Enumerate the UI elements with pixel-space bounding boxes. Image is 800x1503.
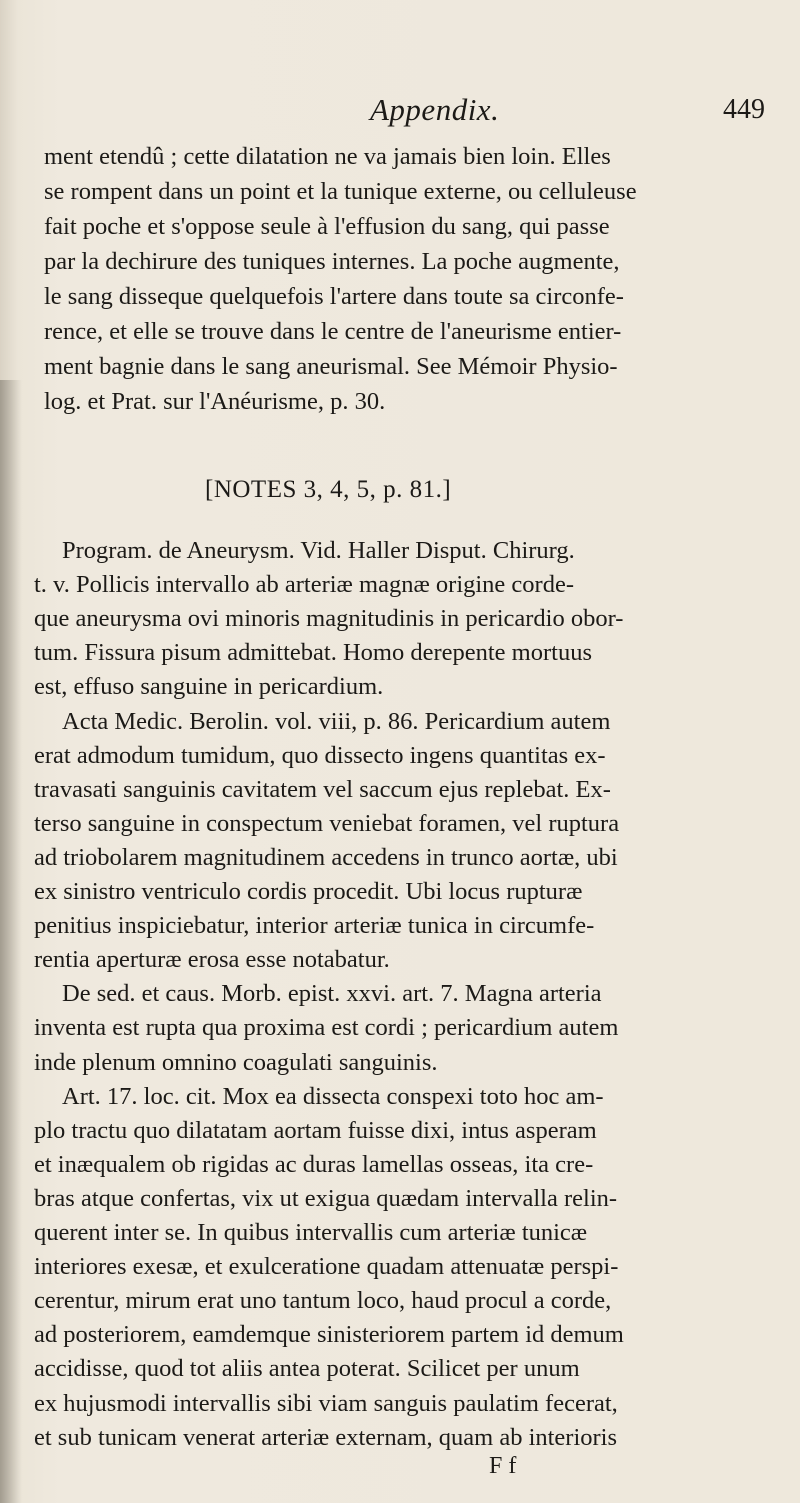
text-line: est, effuso sanguine in pericardium. xyxy=(34,673,384,701)
text-line: log. et Prat. sur l'Anéurisme, p. 30. xyxy=(44,388,386,415)
text-line: travasati sanguinis cavitatem vel saccum ejus replebat. Ex- xyxy=(34,775,611,803)
text-line: fait poche et s'oppose seule à l'effusion du sang, qui passe xyxy=(44,213,610,240)
binding-shadow xyxy=(0,380,22,1503)
text-line: Acta Medic. Berolin. vol. viii, p. 86. Pericardium autem xyxy=(62,707,611,735)
text-line: De sed. et caus. Morb. epist. xxvi. art. 7. Magna arteria xyxy=(62,980,602,1008)
text-line: bras atque confertas, vix ut exigua quædam intervalla relin- xyxy=(34,1184,618,1212)
text-line: cerentur, mirum erat uno tantum loco, haud procul a corde, xyxy=(34,1287,612,1315)
text-line: ex sinistro ventriculo cordis procedit. Ubi locus rupturæ xyxy=(34,878,583,905)
text-line: se rompent dans un point et la tunique externe, ou celluleuse xyxy=(44,178,637,205)
text-line: ad posteriorem, eamdemque sinisteriorem partem id demum xyxy=(34,1321,624,1349)
running-head xyxy=(0,92,800,136)
signature-mark: F f xyxy=(489,1452,517,1479)
text-line: ex hujusmodi intervallis sibi viam sanguis paulatim fecerat, xyxy=(34,1389,618,1417)
text-line: erat admodum tumidum, quo dissecto ingens quantitas ex- xyxy=(34,741,606,769)
text-line: inventa est rupta qua proxima est cordi ; pericardium autem xyxy=(34,1014,619,1042)
text-line: rence, et elle se trouve dans le centre de l'aneurisme entier- xyxy=(44,318,622,345)
text-line: plo tractu quo dilatatam aortam fuisse dixi, intus asperam xyxy=(34,1116,597,1144)
text-line: et inæqualem ob rigidas ac duras lamellas osseas, ita cre- xyxy=(34,1150,594,1178)
text-line: par la dechirure des tuniques internes. La poche augmente, xyxy=(44,248,620,275)
text-line: tum. Fissura pisum admittebat. Homo derepente mortuus xyxy=(34,639,592,667)
text-line: que aneurysma ovi minoris magnitudinis in pericardio obor- xyxy=(34,605,624,633)
text-line: le sang disseque quelquefois l'artere dans toute sa circonfe- xyxy=(44,283,624,310)
text-line: querent inter se. In quibus intervallis cum arteriæ tunicæ xyxy=(34,1219,588,1246)
text-line: t. v. Pollicis intervallo ab arteriæ magnæ origine corde- xyxy=(34,571,574,599)
text-line: et sub tunicam venerat arteriæ externam, quam ab interioris xyxy=(34,1423,618,1451)
text-line: rentia aperturæ erosa esse notabatur. xyxy=(34,946,390,974)
text-line: penitius inspiciebatur, interior arteriæ tunica in circumfe- xyxy=(34,912,595,940)
text-line: Art. 17. loc. cit. Mox ea dissecta conspexi toto hoc am- xyxy=(62,1082,604,1110)
text-line: ment etendû ; cette dilatation ne va jamais bien loin. Elles xyxy=(44,143,611,170)
notes-heading: [NOTES 3, 4, 5, p. 81.] xyxy=(205,476,452,503)
text-line: inde plenum omnino coagulati sanguinis. xyxy=(34,1048,438,1076)
text-line: terso sanguine in conspectum veniebat foramen, vel ruptura xyxy=(34,809,620,837)
text-line: interiores exesæ, et exulceratione quadam attenuatæ perspi- xyxy=(34,1253,619,1281)
running-title: Appendix. xyxy=(370,92,500,127)
text-line: accidisse, quod tot aliis antea poterat. Scilicet per unum xyxy=(34,1355,580,1383)
text-line: ad triobolarem magnitudinem accedens in trunco aortæ, ubi xyxy=(34,843,618,871)
page-number: 449 xyxy=(723,94,765,125)
text-line: ment bagnie dans le sang aneurismal. See Mémoir Physio- xyxy=(44,353,618,380)
text-line: Program. de Aneurysm. Vid. Haller Disput. Chirurg. xyxy=(62,537,575,564)
